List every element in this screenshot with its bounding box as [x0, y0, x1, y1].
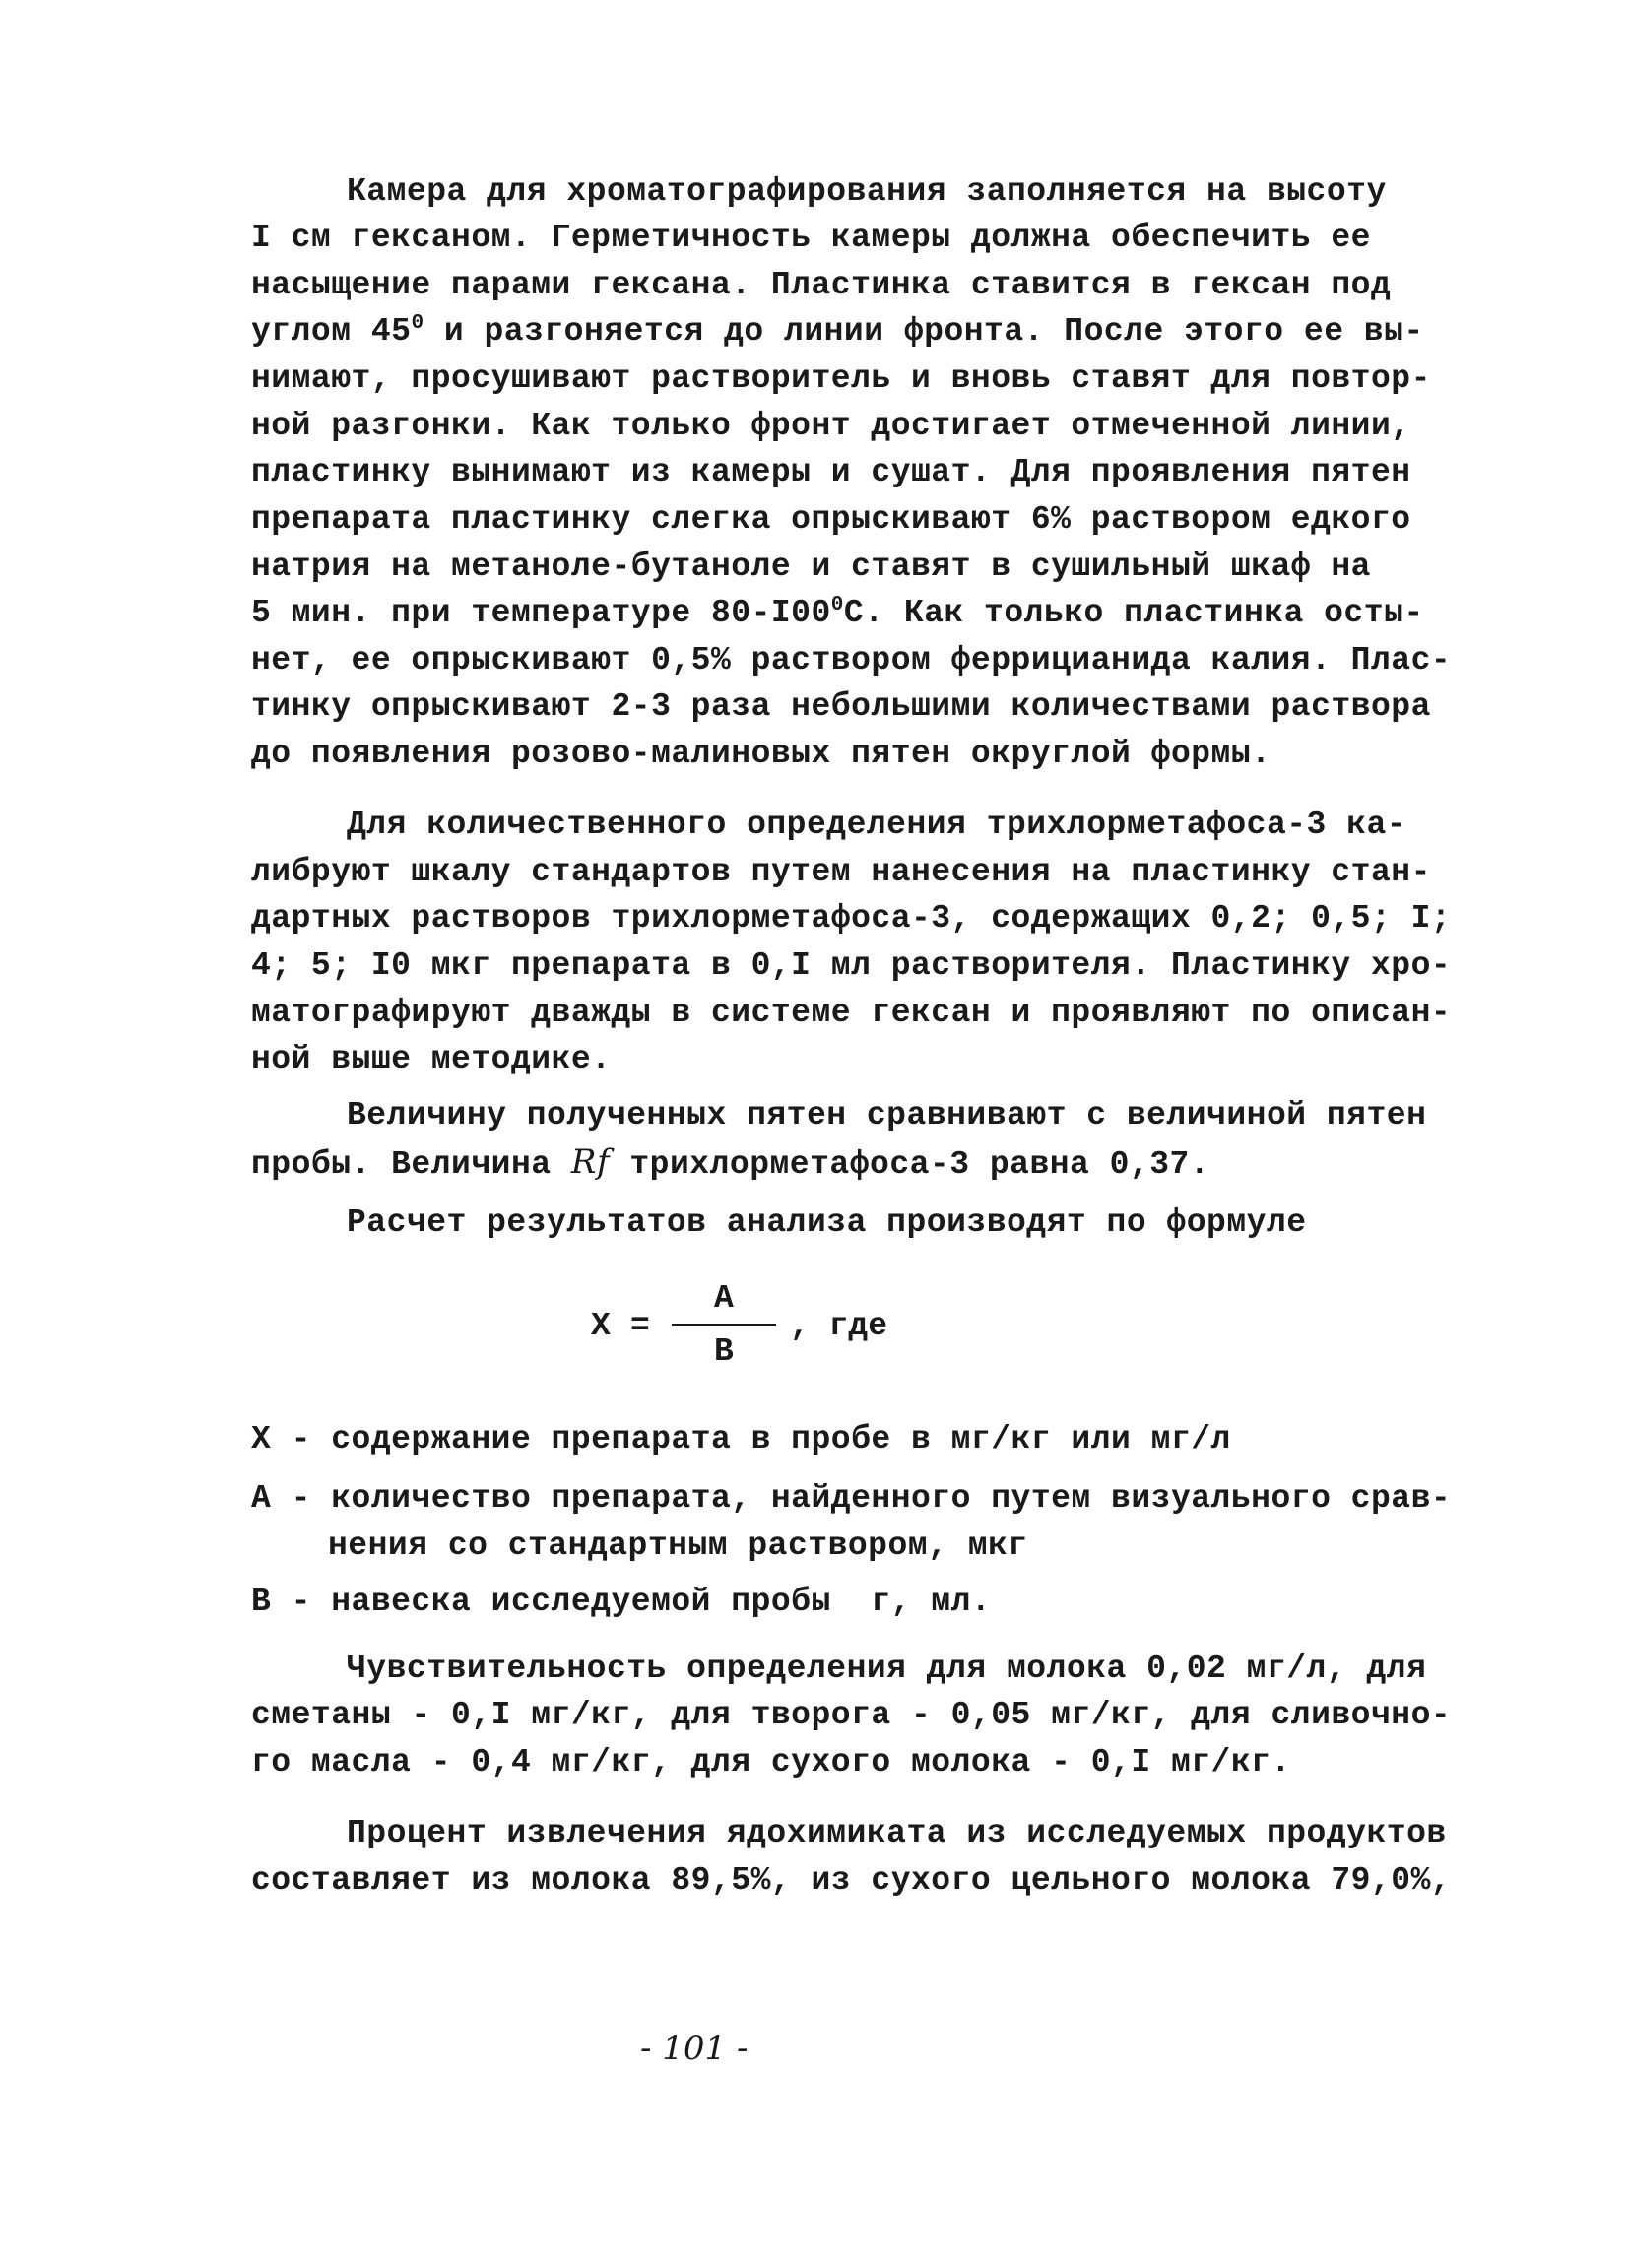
superscript: 0	[411, 312, 424, 335]
text-line: Чувствительность определения для молока 0,02 мг/л, для	[347, 1651, 1427, 1687]
formula-denominator: B	[714, 1333, 734, 1370]
text-line: Расчет результатов анализа производят по формуле	[347, 1204, 1307, 1241]
text-line: дартных растворов трихлорметафоса-3, содержащих 0,2; 0,5; I;	[251, 900, 1452, 937]
text-line: тинку опрыскивают 2-3 раза небольшими количествами раствора	[251, 688, 1431, 725]
page-number: - 101 -	[640, 2029, 749, 2068]
formula-numerator: A	[714, 1280, 734, 1317]
text-line: го масла - 0,4 мг/кг, для сухого молока - 0,I мг/кг.	[251, 1744, 1291, 1781]
text-line: Процент извлечения ядохимиката из исследуемых продуктов	[347, 1815, 1447, 1851]
text-line: натрия на метаноле-бутаноле и ставят в сушильный шкаф на	[251, 549, 1371, 585]
definition-line: A - количество препарата, найденного путем визуального срав-	[251, 1480, 1452, 1517]
definition-line: X - содержание препарата в пробе в мг/кг или мг/л	[251, 1421, 1231, 1458]
fraction-bar	[672, 1324, 776, 1326]
text-span: и разгоняется до линии фронта. После этого ее вы-	[443, 313, 1424, 350]
text-line	[251, 1142, 1209, 1185]
rf-symbol: Rf	[570, 1142, 611, 1182]
text-line: нет, ее опрыскивают 0,5% раствором феррицианида калия. Плас-	[251, 642, 1452, 679]
formula-equals: =	[630, 1308, 650, 1344]
formula-suffix: , где	[790, 1308, 888, 1344]
text-line: ной разгонки. Как только фронт достигает отмеченной линии,	[251, 408, 1411, 444]
text-line: Для количественного определения трихлорметафоса-3 ка-	[347, 807, 1407, 843]
text-line	[251, 594, 1424, 633]
text-line: ной выше методике.	[251, 1041, 612, 1077]
formula-x: X	[591, 1308, 611, 1344]
text-line: препарата пластинку слегка опрыскивают 6% раствором едкого	[251, 501, 1411, 538]
text-line: Величину полученных пятен сравнивают с величиной пятен	[347, 1097, 1427, 1134]
text-span: пробы. Величина	[251, 1146, 552, 1183]
text-line: сметаны - 0,I мг/кг, для творога - 0,05 мг/кг, для сливочно-	[251, 1697, 1452, 1733]
superscript: 0	[830, 594, 844, 616]
text-line: I см гексаном. Герметичность камеры должна обеспечить ее	[251, 220, 1371, 256]
text-span: С. Как только пластинка осты-	[843, 595, 1424, 631]
text-line	[251, 312, 1424, 352]
text-line: Камера для хроматографирования заполняется на высоту	[347, 173, 1387, 210]
text-span: углом 45	[251, 313, 412, 350]
definition-line: B - навеска исследуемой пробы г, мл.	[251, 1584, 992, 1620]
text-line: нимают, просушивают растворитель и вновь ставят для повтор-	[251, 360, 1431, 397]
text-line: до появления розово-малиновых пятен округлой формы.	[251, 736, 1271, 772]
text-line: насыщение парами гексана. Пластинка ставится в гексан под	[251, 267, 1392, 303]
text-line: 4; 5; I0 мкг препарата в 0,I мл растворителя. Пластинку хро-	[251, 947, 1452, 984]
text-line: составляет из молока 89,5%, из сухого цельного молока 79,0%,	[251, 1862, 1452, 1899]
text-span: трихлорметафоса-3 равна 0,37.	[629, 1146, 1210, 1183]
formula	[591, 1280, 906, 1379]
text-line: либруют шкалу стандартов путем нанесения на пластинку стан-	[251, 854, 1431, 890]
definition-line: нения со стандартным раствором, мкг	[328, 1527, 1028, 1564]
text-span: 5 мин. при температуре 80-I00	[251, 595, 831, 631]
text-line: матографируют дважды в системе гексан и проявляют по описан-	[251, 995, 1452, 1031]
text-line: пластинку вынимают из камеры и сушат. Для проявления пятен	[251, 454, 1411, 490]
